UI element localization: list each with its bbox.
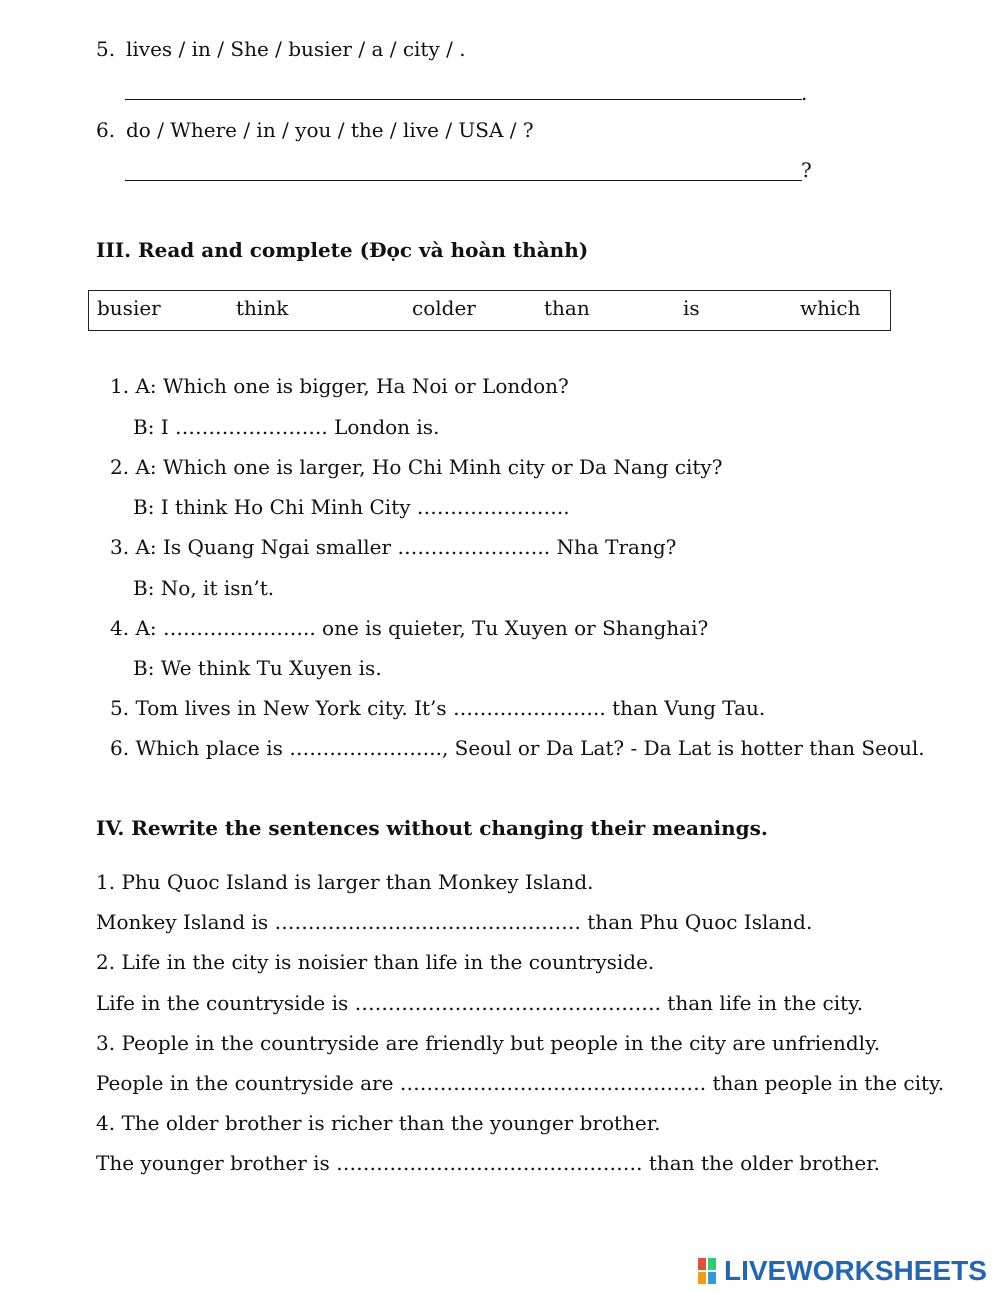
- word-bank-item: colder: [412, 296, 476, 320]
- word-bank-item: than: [544, 296, 590, 320]
- q3-2-answer[interactable]: B: I think Ho Chi Minh City …………………..: [133, 495, 570, 519]
- q2-5-number: 5.: [96, 37, 116, 61]
- q3-2-question: 2. A: Which one is larger, Ho Chi Minh city or Da Nang city?: [110, 455, 723, 479]
- q4-4-rewrite[interactable]: The younger brother is ………………………………………. than the older brother.: [96, 1151, 880, 1175]
- q2-5-end-punct: .: [801, 81, 808, 105]
- word-bank-item: is: [683, 296, 700, 320]
- q3-1-answer[interactable]: B: I ………………….. London is.: [133, 415, 440, 439]
- word-bank-item: which: [800, 296, 861, 320]
- q2-6-scrambled-words: do / Where / in / you / the / live / USA / ?: [126, 118, 534, 142]
- q4-1-rewrite[interactable]: Monkey Island is ………………………………………. than Phu Quoc Island.: [96, 910, 813, 934]
- q4-2-rewrite[interactable]: Life in the countryside is ………………………………………. than life in the city.: [96, 991, 864, 1015]
- q3-3-answer: B: No, it isn’t.: [133, 576, 275, 600]
- section3-title: III. Read and complete (Đọc và hoàn thành): [96, 238, 589, 262]
- q4-3-original: 3. People in the countryside are friendly but people in the city are unfriendly.: [96, 1031, 881, 1055]
- q4-1-original: 1. Phu Quoc Island is larger than Monkey Island.: [96, 870, 594, 894]
- q3-4-question[interactable]: 4. A: ………………….. one is quieter, Tu Xuyen or Shanghai?: [110, 616, 709, 640]
- q2-6-number: 6.: [96, 118, 116, 142]
- q2-5-answer-line[interactable]: [125, 99, 802, 100]
- q3-3-question[interactable]: 3. A: Is Quang Ngai smaller ………………….. Nha Trang?: [110, 535, 677, 559]
- word-bank-box: [88, 290, 891, 331]
- section4-title: IV. Rewrite the sentences without changing their meanings.: [96, 816, 768, 840]
- q4-4-original: 4. The older brother is richer than the younger brother.: [96, 1111, 661, 1135]
- q2-5-scrambled-words: lives / in / She / busier / a / city / .: [126, 37, 466, 61]
- q3-1-question: 1. A: Which one is bigger, Ha Noi or London?: [110, 374, 569, 398]
- q2-6-end-punct: ?: [801, 158, 812, 182]
- q2-6-answer-line[interactable]: [125, 180, 802, 181]
- q3-4-answer: B: We think Tu Xuyen is.: [133, 656, 382, 680]
- word-bank-item: think: [236, 296, 289, 320]
- logo-blocks-icon: [698, 1258, 722, 1284]
- logo-text: LIVEWORKSHEETS: [724, 1255, 987, 1286]
- q3-5-sentence[interactable]: 5. Tom lives in New York city. It’s ………………….. than Vung Tau.: [110, 696, 766, 720]
- q4-2-original: 2. Life in the city is noisier than life in the countryside.: [96, 950, 655, 974]
- word-bank-item: busier: [97, 296, 161, 320]
- q4-3-rewrite[interactable]: People in the countryside are ………………………………………. than people in the city.: [96, 1071, 945, 1095]
- q3-6-sentence[interactable]: 6. Which place is ………………….., Seoul or Da Lat? - Da Lat is hotter than Seoul.: [110, 736, 925, 760]
